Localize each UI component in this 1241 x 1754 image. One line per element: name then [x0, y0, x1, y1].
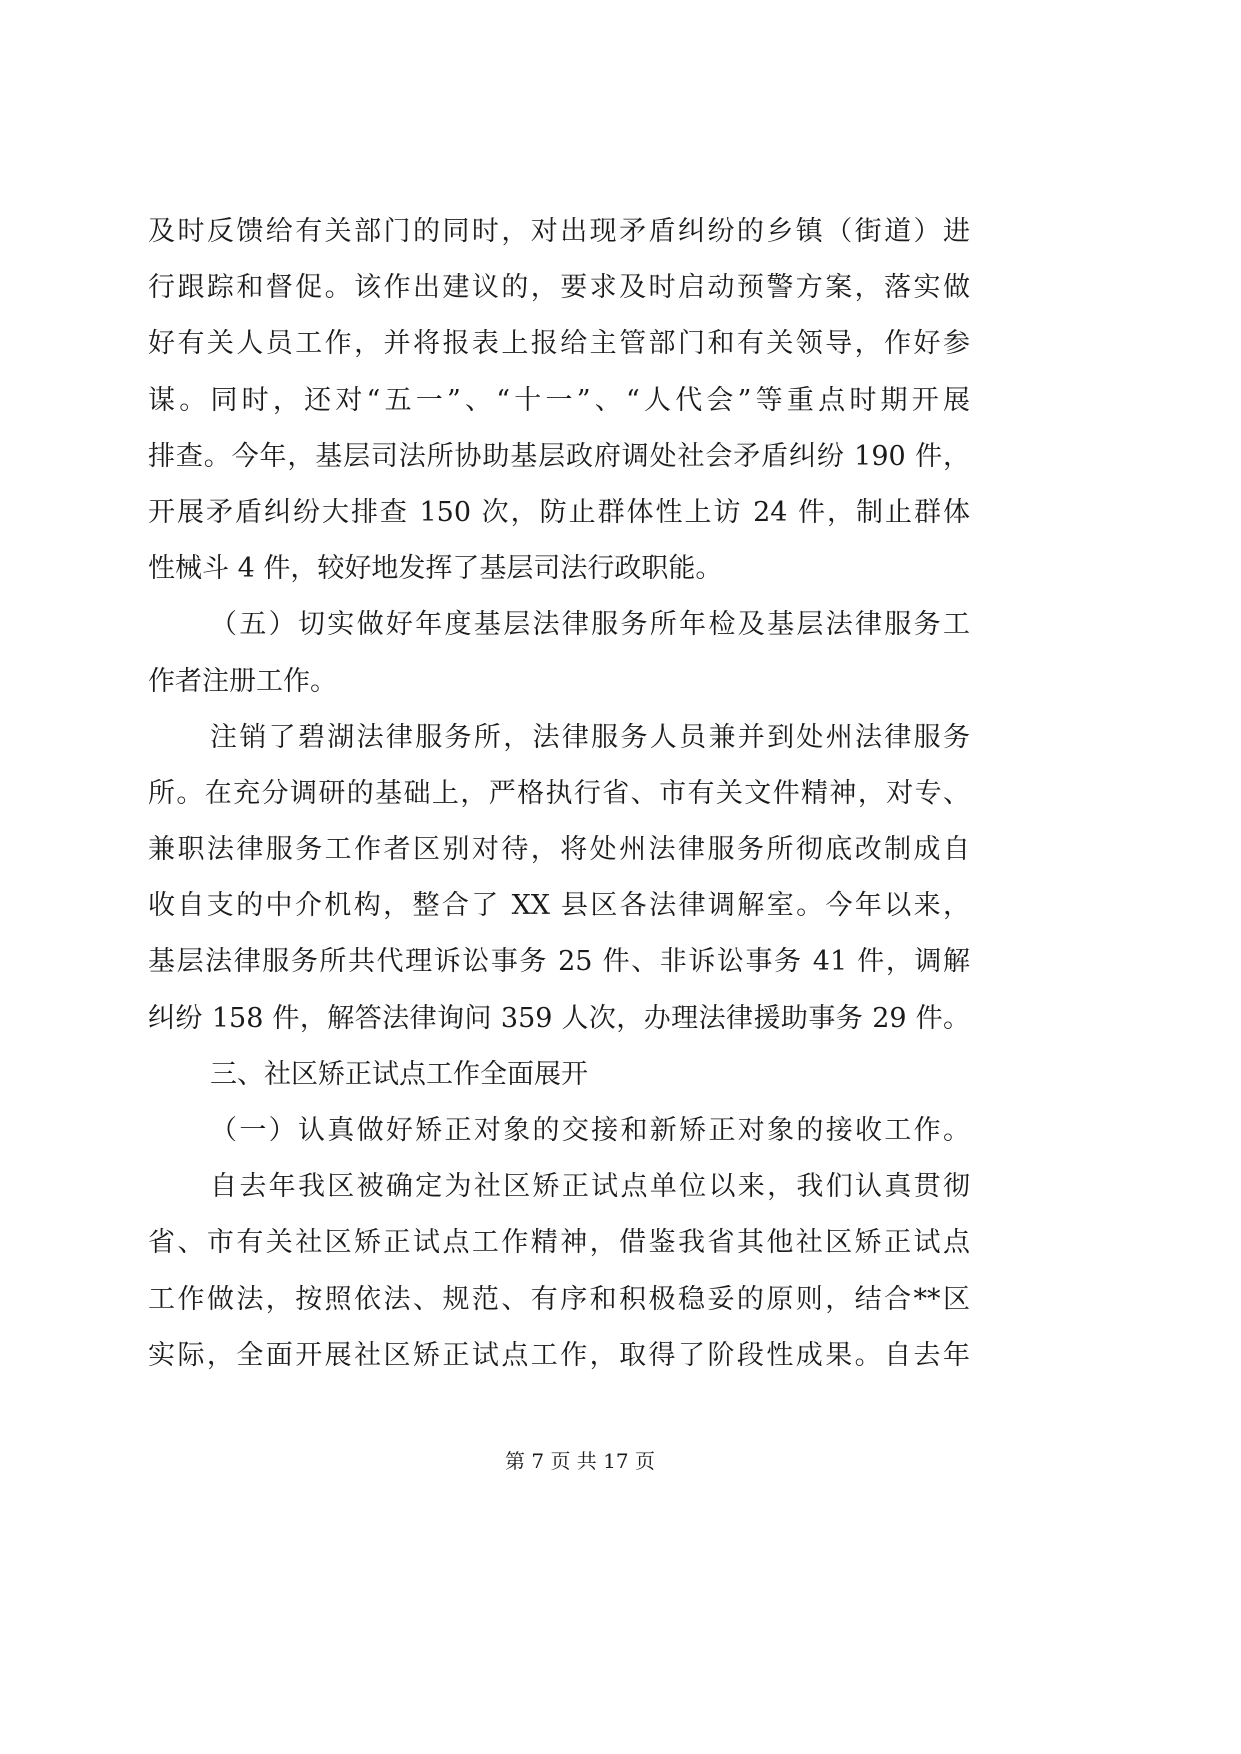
subsection-heading: （一）认真做好矫正对象的交接和新矫正对象的接收工作。	[210, 1115, 970, 1146]
text-line: 行跟踪和督促。该作出建议的，要求及时启动预警方案，落实做	[148, 272, 970, 304]
subsection-heading-continued: 作者注册工作。	[148, 665, 337, 697]
text-line: 及时反馈给有关部门的同时，对出现矛盾纠纷的乡镇（街道）进	[148, 216, 970, 247]
text-line: 谋。同时，还对“五一”、“十一”、“人代会”等重点时期开展	[148, 384, 970, 416]
text-line: 排查。今年，基层司法所协助基层政府调处社会矛盾纠纷 190 件，	[148, 440, 970, 472]
text-line: 好有关人员工作，并将报表上报给主管部门和有关领导，作好参	[148, 328, 970, 360]
text-line: 工作做法，按照依法、规范、有序和积极稳妥的原则，结合**区	[148, 1283, 970, 1315]
page-number-footer: 第 7 页 共 17 页	[505, 1449, 655, 1473]
body-text	[148, 204, 970, 1384]
text-line: 自去年我区被确定为社区矫正试点单位以来，我们认真贯彻	[210, 1171, 970, 1203]
section-heading: 三、社区矫正试点工作全面展开	[210, 1058, 588, 1090]
text-line: 性械斗 4 件，较好地发挥了基层司法行政职能。	[148, 553, 723, 585]
text-line: 注销了碧湖法律服务所，法律服务人员兼并到处州法律服务	[210, 721, 970, 753]
subsection-heading: （五）切实做好年度基层法律服务所年检及基层法律服务工	[210, 609, 970, 641]
text-line: 开展矛盾纠纷大排查 150 次，防止群体性上访 24 件，制止群体	[148, 496, 970, 528]
text-line: 所。在充分调研的基础上，严格执行省、市有关文件精神，对专、	[148, 777, 970, 809]
text-line: 实际，全面开展社区矫正试点工作，取得了阶段性成果。自去年	[148, 1339, 970, 1371]
text-line: 收自支的中介机构，整合了 XX 县区各法律调解室。今年以来，	[148, 890, 970, 922]
text-line: 纠纷 158 件，解答法律询问 359 人次，办理法律援助事务 29 件。	[148, 1002, 970, 1034]
text-line: 省、市有关社区矫正试点工作精神，借鉴我省其他社区矫正试点	[148, 1227, 970, 1259]
text-line: 兼职法律服务工作者区别对待，将处州法律服务所彻底改制成自	[148, 834, 970, 866]
text-line: 基层法律服务所共代理诉讼事务 25 件、非诉讼事务 41 件，调解	[148, 946, 970, 978]
